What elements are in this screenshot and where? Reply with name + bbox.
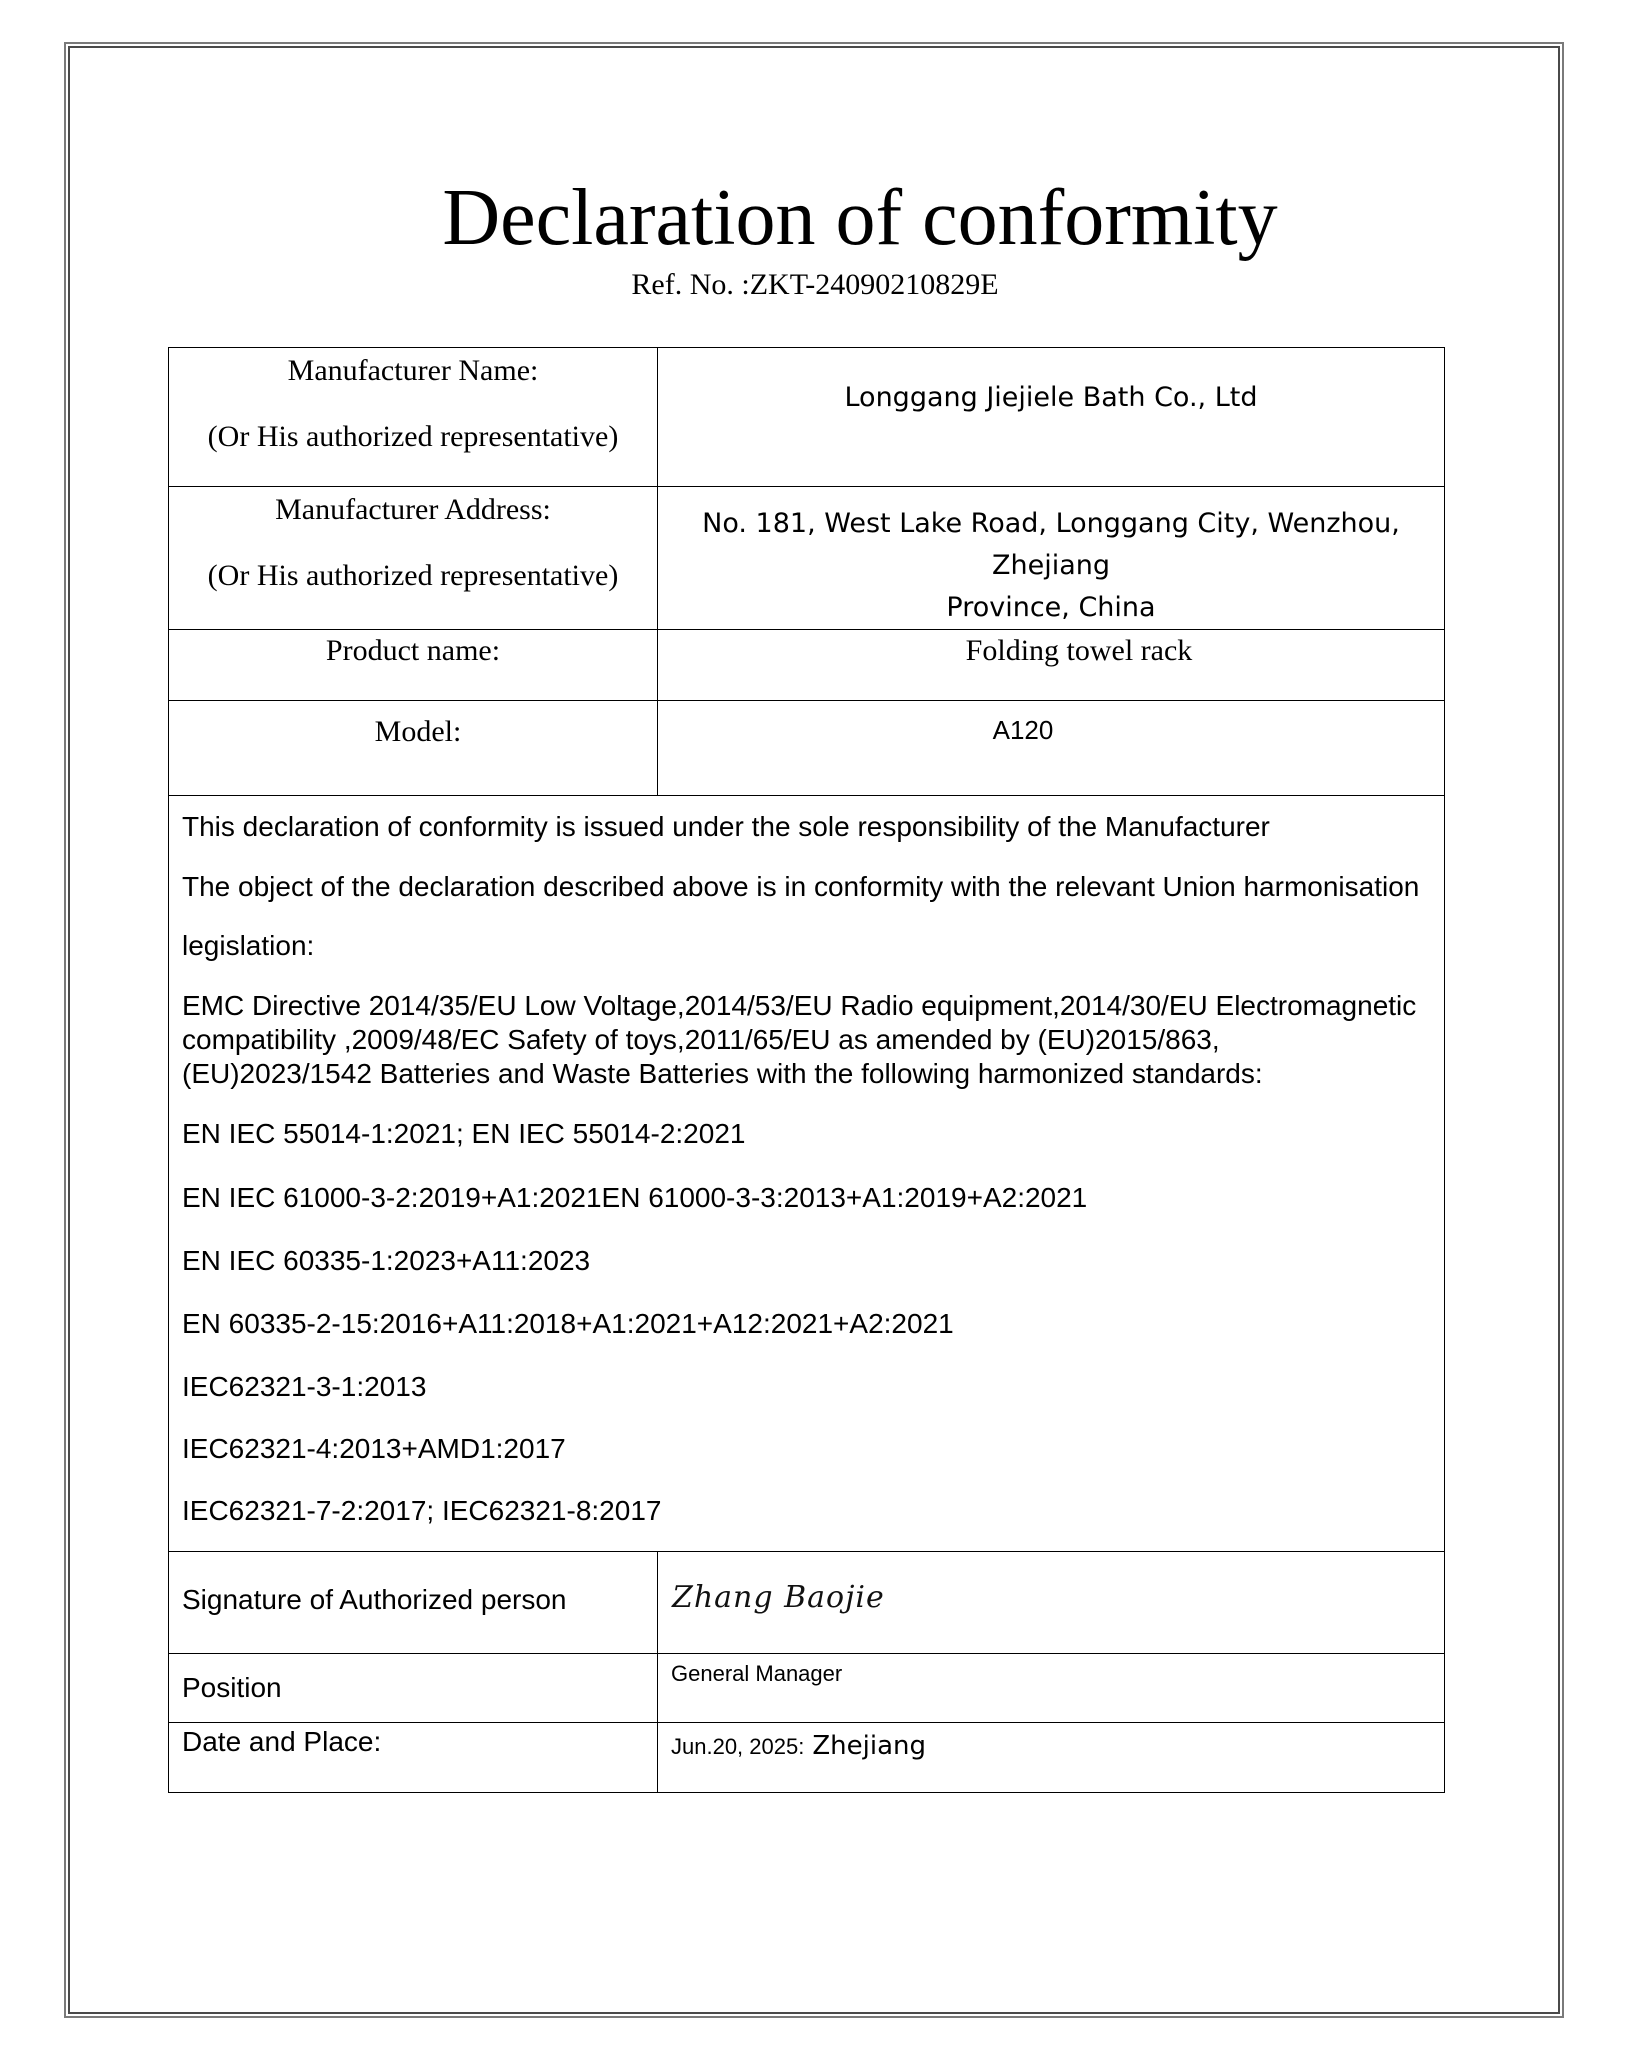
model-row: [169, 701, 1445, 796]
standard-item: EN IEC 60335-1:2023+A11:2023: [182, 1245, 591, 1276]
date-place-value: [658, 1731, 1444, 1761]
model-value-cell: [658, 701, 1445, 796]
position-label: Position: [182, 1672, 282, 1703]
manufacturer-name-row: [169, 348, 1445, 487]
manufacturer-name-label: Manufacturer Name:: [287, 354, 539, 387]
model-value: A120: [992, 715, 1054, 745]
standard-item: IEC62321-3-1:2013: [182, 1371, 427, 1402]
manufacturer-name-sublabel: (Or His authorized representative): [207, 420, 619, 453]
declaration-line-2: The object of the declaration described above is in conformity with the relevant Union harmonisation: [182, 871, 1420, 902]
manufacturer-name-value-cell: [658, 348, 1445, 487]
date-place-value-cell: [658, 1723, 1445, 1793]
manufacturer-address-line-1: No. 181, West Lake Road, Longgang City, Wenzhou, Zhejiang: [702, 508, 1400, 581]
manufacturer-address-label: Manufacturer Address:: [275, 493, 551, 526]
date-value: Jun.20, 2025:: [671, 1734, 805, 1759]
manufacturer-name-label-cell: [169, 348, 658, 487]
product-name-value-cell: [658, 630, 1445, 701]
position-row: [169, 1654, 1445, 1723]
standard-item: EN IEC 61000-3-2:2019+A1:2021EN 61000-3-3:2013+A1:2019+A2:2021: [182, 1182, 1088, 1213]
product-name-value: Folding towel rack: [965, 634, 1193, 667]
standard-item: IEC62321-7-2:2017; IEC62321-8:2017: [182, 1495, 662, 1526]
signature-value-cell: [658, 1552, 1445, 1654]
directives-line-2: compatibility ,2009/48/EC Safety of toys,2011/65/EU as amended by (EU)2015/863,: [182, 1024, 1220, 1055]
manufacturer-address-value: [658, 503, 1444, 629]
date-place-label-cell: [169, 1723, 658, 1793]
date-place-label: Date and Place:: [182, 1726, 382, 1757]
product-name-label: Product name:: [325, 634, 501, 667]
place-value: Zhejiang: [812, 1731, 926, 1761]
standard-item: EN 60335-2-15:2016+A11:2018+A1:2021+A12:2021+A2:2021: [182, 1308, 954, 1339]
manufacturer-address-line-2: Province, China: [946, 592, 1156, 623]
signature-row: [169, 1552, 1445, 1654]
declaration-table: [168, 347, 1445, 1793]
product-name-label-cell: [169, 630, 658, 701]
manufacturer-address-label-cell: [169, 487, 658, 630]
manufacturer-address-sublabel: (Or His authorized representative): [207, 559, 619, 592]
standard-item: IEC62321-4:2013+AMD1:2017: [182, 1433, 566, 1464]
position-value-cell: [658, 1654, 1445, 1723]
directives-line-3: (EU)2023/1542 Batteries and Waste Batteries with the following harmonized standards:: [182, 1058, 1263, 1089]
standard-item: EN IEC 55014-1:2021; EN IEC 55014-2:2021: [182, 1118, 746, 1149]
manufacturer-address-value-cell: [658, 487, 1445, 630]
declaration-line-3: legislation:: [182, 930, 315, 961]
product-name-row: [169, 630, 1445, 701]
declaration-cell: [169, 796, 1445, 1552]
manufacturer-name-value: Longgang Jiejiele Bath Co., Ltd: [844, 382, 1258, 413]
directives-line-1: EMC Directive 2014/35/EU Low Voltage,2014/53/EU Radio equipment,2014/30/EU Electromagnetic: [182, 990, 1417, 1021]
reference-number: Ref. No. :ZKT-24090210829E: [631, 268, 999, 301]
signature-label: Signature of Authorized person: [182, 1584, 567, 1615]
declaration-line-1: This declaration of conformity is issued under the sole responsibility of the Manufacturer: [182, 811, 1270, 842]
document-title: Declaration of conformity: [442, 174, 1278, 262]
model-label-cell: [169, 701, 658, 796]
position-label-cell: [169, 1654, 658, 1723]
declaration-row: [169, 796, 1445, 1552]
manufacturer-address-row: [169, 487, 1445, 630]
position-value: General Manager: [671, 1661, 843, 1686]
model-label: Model:: [374, 715, 462, 748]
handwritten-signature: Zhang Baojie: [672, 1580, 885, 1615]
signature-label-cell: [169, 1552, 658, 1654]
date-place-row: [169, 1723, 1445, 1793]
